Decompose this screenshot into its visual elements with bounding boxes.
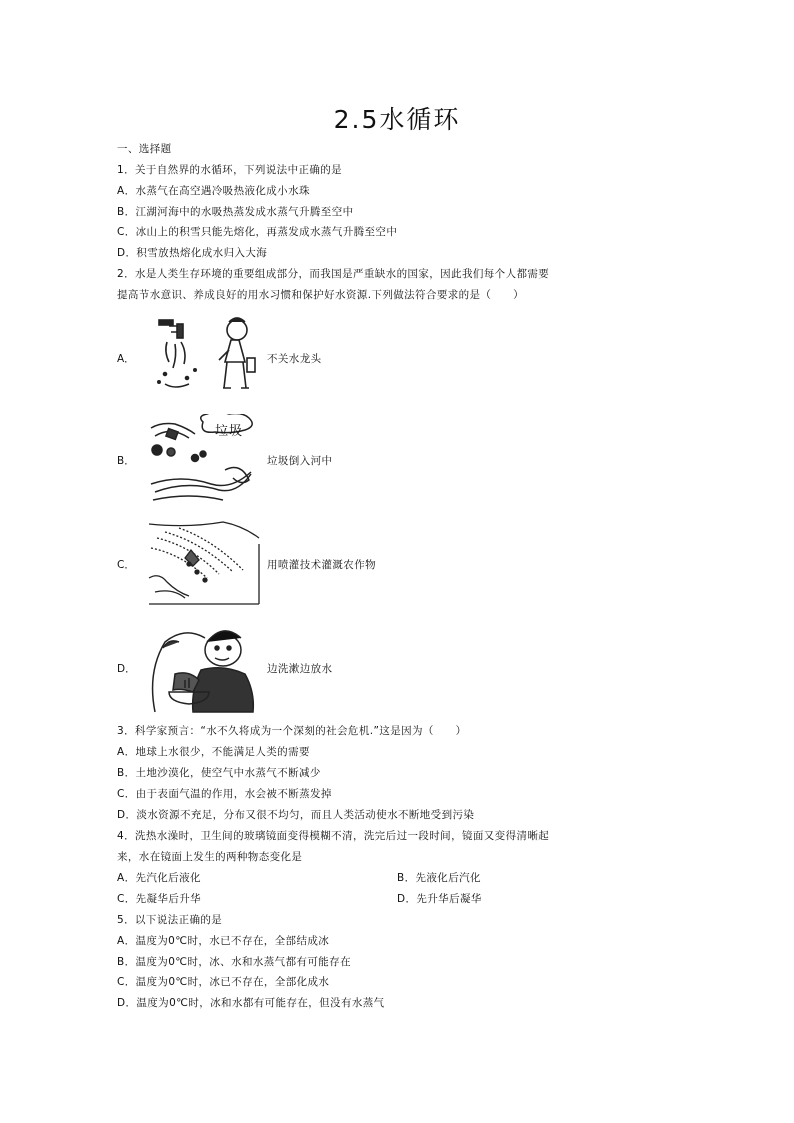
q5-option-c[interactable]: C．温度为0℃时，冰已不存在，全部化成水 xyxy=(117,976,330,988)
q2-option-d[interactable] xyxy=(117,622,332,714)
washing-person-picture xyxy=(145,622,263,714)
q4-option-d[interactable]: D．先升华后凝华 xyxy=(397,893,482,905)
q1-option-b[interactable]: B．江湖河海中的水吸热蒸发成水蒸气升腾至空中 xyxy=(117,206,354,218)
q1-option-c[interactable]: C．冰山上的积雪只能先熔化，再蒸发成水蒸气升腾至空中 xyxy=(117,226,398,238)
q4-stem-line2: 来，水在镜面上发生的两种物态变化是 xyxy=(117,851,303,863)
q2-option-a[interactable] xyxy=(117,312,322,404)
page-title: 2.5水循环 xyxy=(333,105,461,134)
sprinkler-field-picture xyxy=(145,518,263,610)
q3-option-b[interactable]: B．土地沙漠化，使空气中水蒸气不断减少 xyxy=(117,767,321,779)
q3-stem: 3．科学家预言：“水不久将成为一个深刻的社会危机.”这是因为（ ） xyxy=(117,725,467,737)
q4-option-c[interactable]: C．先凝华后升华 xyxy=(117,893,202,905)
q2-option-a-caption: 不关水龙头 xyxy=(267,352,322,365)
section-heading: 一、选择题 xyxy=(117,143,172,155)
q2-option-d-caption: 边洗漱边放水 xyxy=(267,662,333,675)
q5-option-a[interactable]: A．温度为0℃时，水已不存在，全部结成冰 xyxy=(117,935,330,947)
q2-option-c-letter: C． xyxy=(117,558,135,571)
q1-option-d[interactable]: D．积雪放热熔化成水归入大海 xyxy=(117,247,268,259)
q1-stem: 1．关于自然界的水循环，下列说法中正确的是 xyxy=(117,164,343,176)
q4-stem-line1: 4．洗热水澡时，卫生间的玻璃镜面变得模糊不清，洗完后过一段时间，镜面又变得清晰起 xyxy=(117,830,550,842)
q2-option-b-letter: B． xyxy=(117,454,135,467)
q5-stem: 5．以下说法正确的是 xyxy=(117,914,223,926)
q3-option-a[interactable]: A．地球上水很少，不能满足人类的需要 xyxy=(117,746,310,758)
q2-option-c-caption: 用喷灌技术灌溉农作物 xyxy=(267,558,376,571)
q1-option-a[interactable]: A．水蒸气在高空遇冷吸热液化成小水珠 xyxy=(117,185,310,197)
q2-stem-line1: 2．水是人类生存环境的重要组成部分，而我国是严重缺水的国家，因此我们每个人都需要 xyxy=(117,268,550,280)
garbage-river-picture xyxy=(145,414,263,506)
q3-option-d[interactable]: D．淡水资源不充足，分布又很不均匀，而且人类活动使水不断地受到污染 xyxy=(117,809,475,821)
q4-option-a[interactable]: A．先汽化后液化 xyxy=(117,872,201,884)
q3-option-c[interactable]: C．由于表面气温的作用，水会被不断蒸发掉 xyxy=(117,788,332,800)
q2-stem-line2: 提高节水意识、养成良好的用水习惯和保护好水资源.下列做法符合要求的是（ ） xyxy=(117,289,525,301)
q2-option-d-letter: D． xyxy=(117,662,136,675)
garbage-sign-text: 垃圾 xyxy=(215,424,244,439)
q2-option-a-letter: A． xyxy=(117,352,135,365)
q4-option-b[interactable]: B．先液化后汽化 xyxy=(397,872,481,884)
q5-option-b[interactable]: B．温度为0℃时，冰、水和水蒸气都有可能存在 xyxy=(117,956,351,968)
q2-option-b-caption: 垃圾倒入河中 xyxy=(267,454,333,467)
q2-option-b[interactable] xyxy=(117,414,332,506)
q2-option-c[interactable] xyxy=(117,518,376,610)
faucet-worker-picture xyxy=(145,312,263,404)
q5-option-d[interactable]: D．温度为0℃时，冰和水都有可能存在，但没有水蒸气 xyxy=(117,997,385,1009)
